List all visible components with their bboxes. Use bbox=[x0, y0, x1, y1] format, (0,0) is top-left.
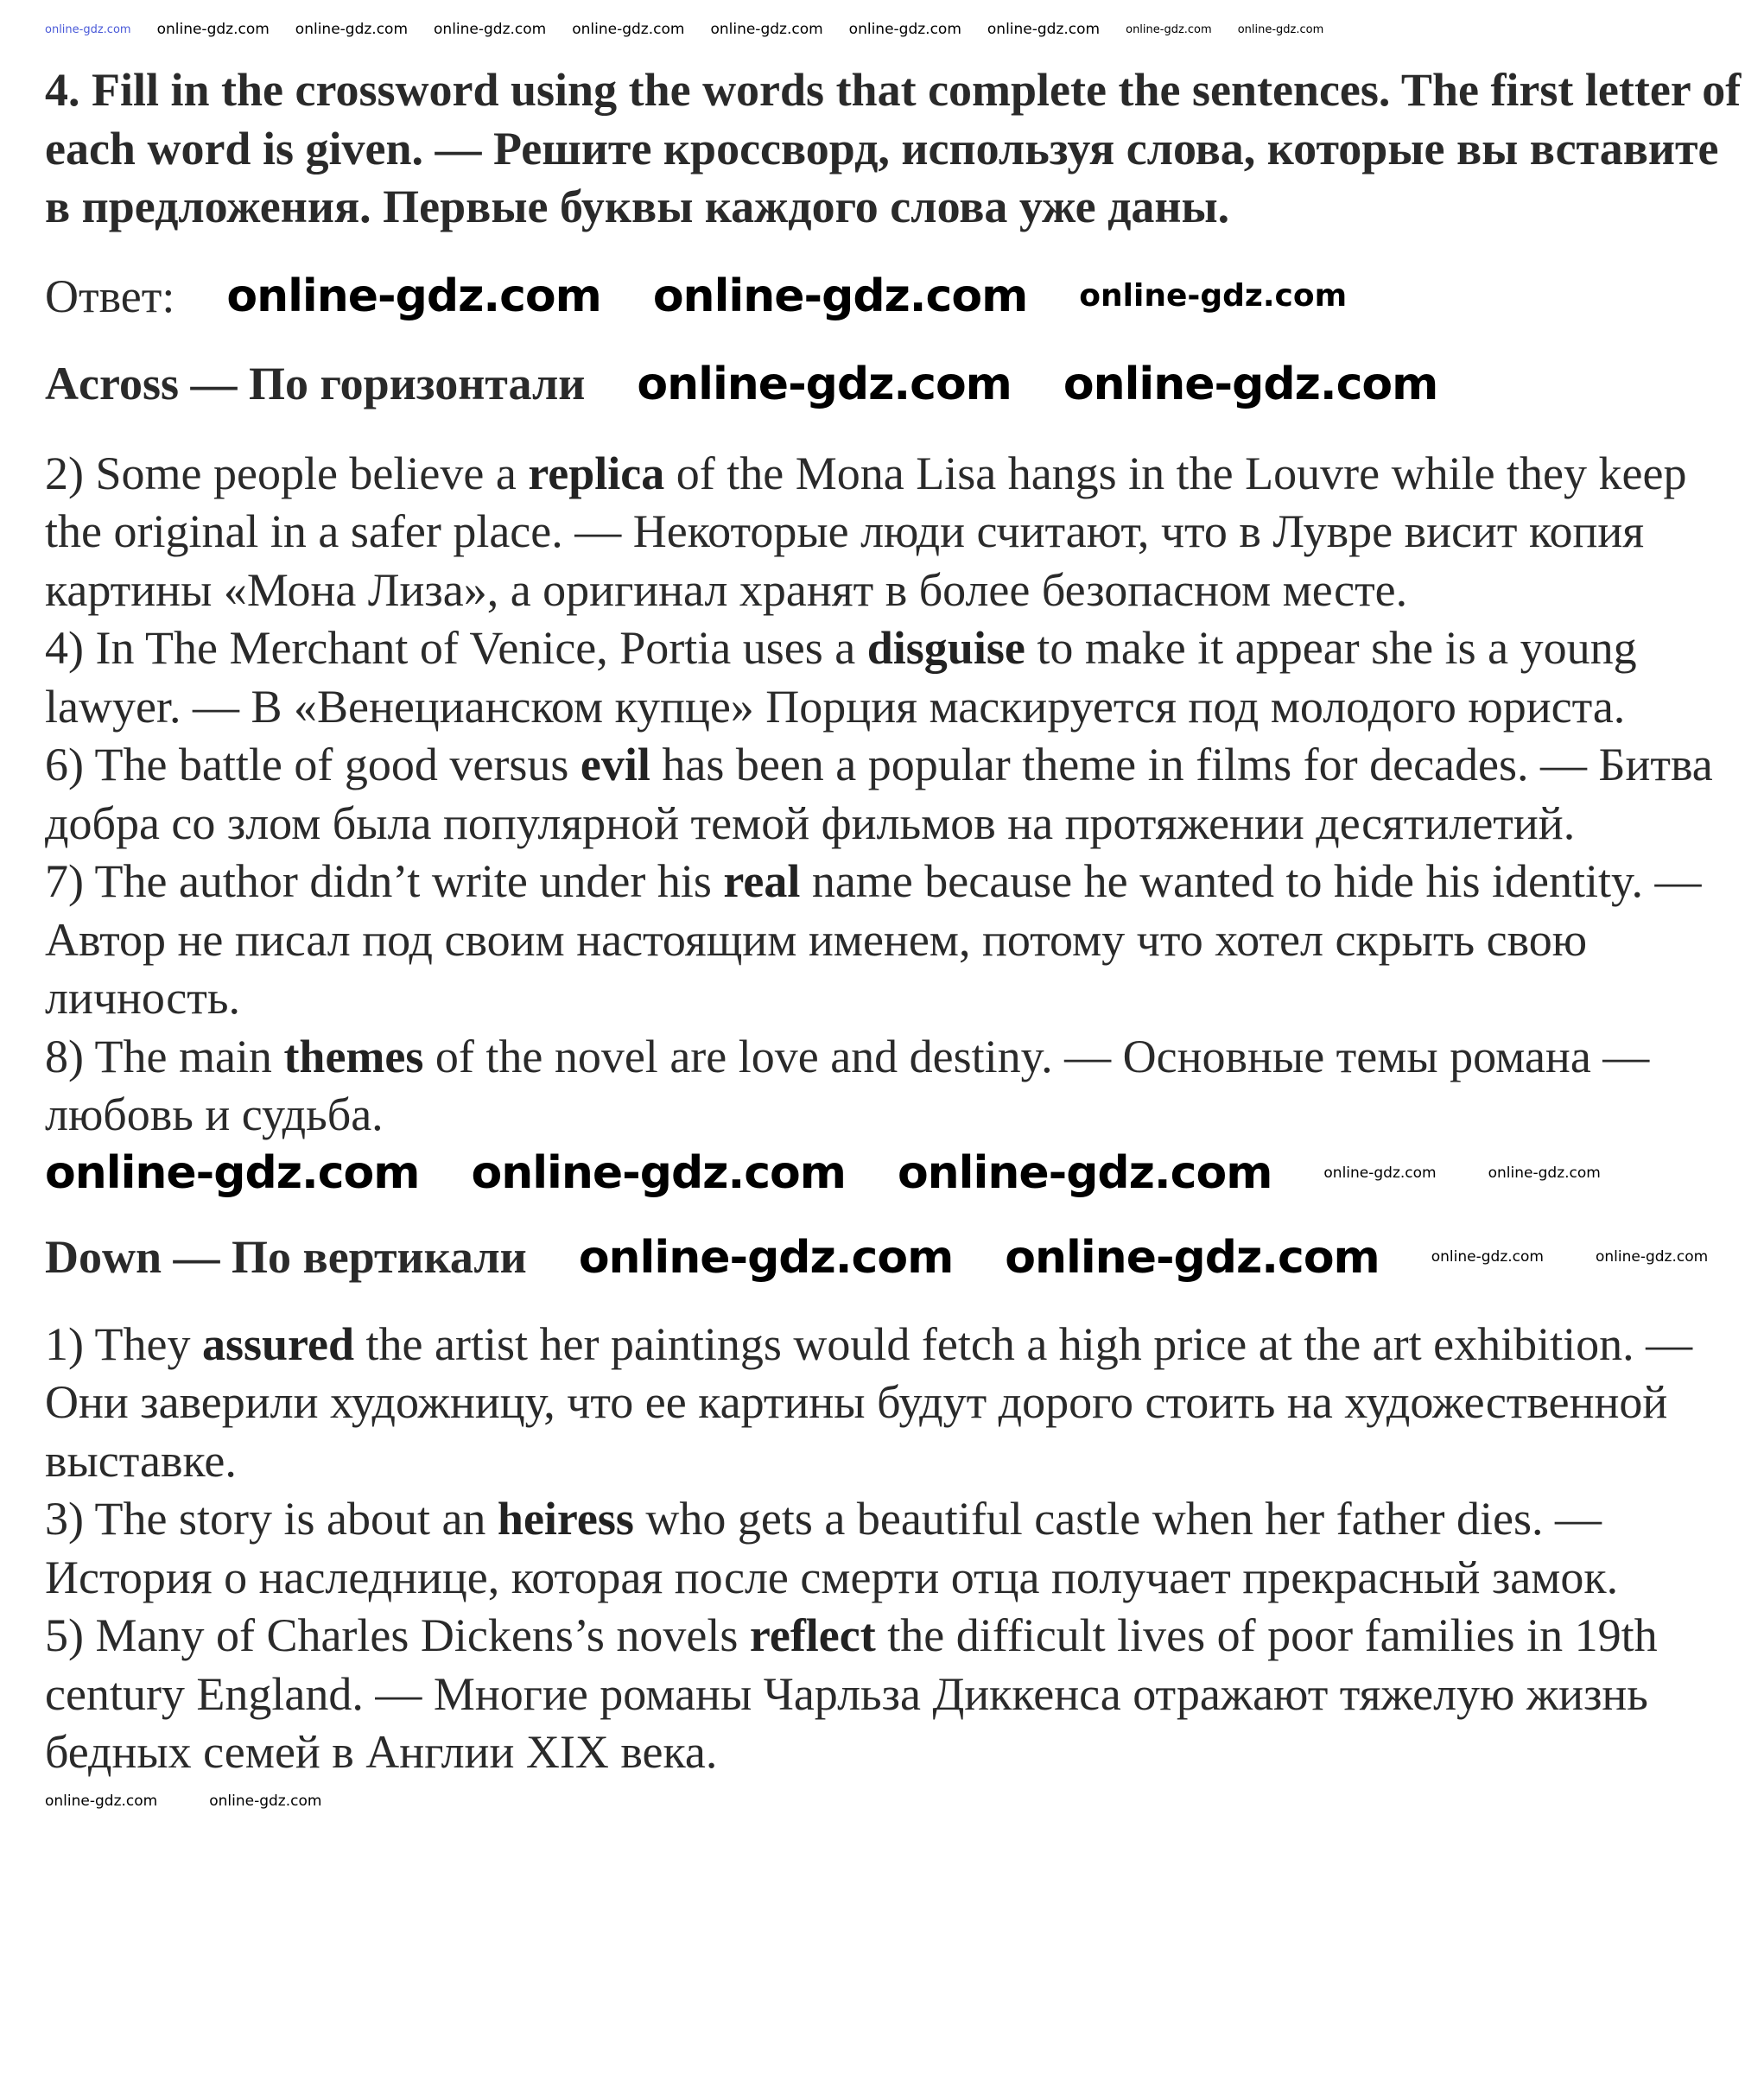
down-list bbox=[45, 1316, 1751, 1782]
answer-word: real bbox=[723, 855, 801, 907]
clue-text: has been a popular theme in films for decades. — Битва добра со злом была популярной темой фильмов на протяжении десятилетий. bbox=[45, 739, 1713, 849]
clue-down-3 bbox=[45, 1490, 1751, 1607]
clue-text: to make it appear she is a young lawyer. — В «Венецианском купце» Порция маскируется под молодого юриста. bbox=[45, 622, 1637, 733]
clue-across-6 bbox=[45, 736, 1751, 853]
watermark-row-bottom bbox=[45, 1789, 1751, 1815]
answer-word: replica bbox=[528, 447, 665, 499]
answer-word: evil bbox=[580, 739, 650, 790]
watermark: online-gdz.com bbox=[1079, 278, 1348, 314]
watermark: online-gdz.com bbox=[45, 1793, 158, 1810]
watermark: online-gdz.com bbox=[1005, 1231, 1380, 1284]
watermark: online-gdz.com bbox=[156, 20, 270, 38]
answer-word: themes bbox=[283, 1030, 424, 1082]
clue-text: who gets a beautiful castle when her father dies. — История о наследнице, которая после смерти отца получает прекрасный замок. bbox=[45, 1493, 1619, 1603]
clue-text: of the Mona Lisa hangs in the Louvre while they keep the original in a safer place. — Некоторые люди считают, что в Лувре висит копия картины «Мона Лиза», а оригинал хранят в более безопасном месте. bbox=[45, 447, 1687, 616]
clue-text: name because he wanted to hide his identity. — Автор не писал под своим настоящим именем, потому что хотел скрыть свою личность. bbox=[45, 855, 1702, 1024]
answer-word: heiress bbox=[497, 1493, 634, 1545]
watermark: online-gdz.com bbox=[295, 20, 409, 38]
answer-word: reflect bbox=[749, 1609, 876, 1661]
watermark: online-gdz.com bbox=[848, 20, 961, 38]
watermark: online-gdz.com bbox=[1126, 22, 1212, 36]
clue-text: of the novel are love and destiny. — Основные темы романа — любовь и судьба. bbox=[45, 1030, 1650, 1140]
answer-label: Ответ: bbox=[45, 270, 175, 322]
clue-across-7 bbox=[45, 853, 1751, 1028]
watermark: online-gdz.com bbox=[226, 270, 601, 323]
watermark: online-gdz.com bbox=[637, 358, 1012, 410]
watermark: online-gdz.com bbox=[1237, 22, 1324, 36]
watermark: online-gdz.com bbox=[1323, 1164, 1437, 1182]
answer-word: assured bbox=[201, 1317, 355, 1370]
watermark-row-middle bbox=[45, 1145, 1751, 1203]
clue-text: 5) Many of Charles Dickens’s novels bbox=[45, 1609, 750, 1661]
watermark: online-gdz.com bbox=[434, 20, 547, 38]
watermark: online-gdz.com bbox=[1595, 1248, 1709, 1266]
task-heading: 4. Fill in the crossword using the words that complete the sentences. The first letter of each word is given. — Решите кроссворд, используя слова, которые вы вставите в предложения. Первые буквы каждого слова уже даны. bbox=[45, 64, 1742, 232]
watermark: online-gdz.com bbox=[471, 1147, 846, 1200]
watermark: online-gdz.com bbox=[209, 1793, 322, 1810]
clue-across-2 bbox=[45, 445, 1751, 620]
across-title-line bbox=[45, 355, 1751, 414]
clue-text: 3) The story is about an bbox=[45, 1493, 498, 1545]
clue-text: 8) The main bbox=[45, 1030, 284, 1082]
clue-text: the difficult lives of poor families in 19th century England. — Многие романы Чарльза Диккенса отражают тяжелую жизнь бедных семей в Англии XIX века. bbox=[45, 1609, 1658, 1778]
clue-across-8 bbox=[45, 1028, 1751, 1145]
watermark: online-gdz.com bbox=[45, 1147, 420, 1200]
clue-text: 2) Some people believe a bbox=[45, 447, 529, 499]
watermark: online-gdz.com bbox=[897, 1147, 1272, 1200]
answer-line bbox=[45, 268, 1751, 327]
watermark: online-gdz.com bbox=[45, 22, 131, 36]
clue-down-5 bbox=[45, 1607, 1751, 1782]
watermark: online-gdz.com bbox=[987, 20, 1101, 38]
clue-text: 4) In The Merchant of Venice, Portia uses a bbox=[45, 622, 867, 674]
down-title-line bbox=[45, 1228, 1751, 1287]
clue-across-4 bbox=[45, 619, 1751, 736]
watermark: online-gdz.com bbox=[572, 20, 685, 38]
watermark: online-gdz.com bbox=[578, 1231, 954, 1284]
clue-text: 7) The author didn’t write under his bbox=[45, 855, 724, 907]
watermark: online-gdz.com bbox=[652, 270, 1028, 323]
clue-text: the artist her paintings would fetch a high price at the art exhibition. — Они заверили художницу, что ее картины будут дорого стоить на художественной выставке. bbox=[45, 1317, 1693, 1487]
across-list bbox=[45, 445, 1751, 1145]
across-title: Across — По горизонтали bbox=[45, 358, 586, 409]
clue-down-1 bbox=[45, 1316, 1751, 1491]
clue-text: 6) The battle of good versus bbox=[45, 739, 581, 790]
clue-text: 1) They bbox=[45, 1317, 202, 1370]
down-title: Down — По вертикали bbox=[45, 1231, 527, 1283]
watermark: online-gdz.com bbox=[1431, 1248, 1544, 1266]
watermark: online-gdz.com bbox=[710, 20, 823, 38]
answer-word: disguise bbox=[866, 622, 1025, 674]
watermark: online-gdz.com bbox=[1063, 358, 1438, 410]
watermark: online-gdz.com bbox=[1488, 1164, 1601, 1182]
